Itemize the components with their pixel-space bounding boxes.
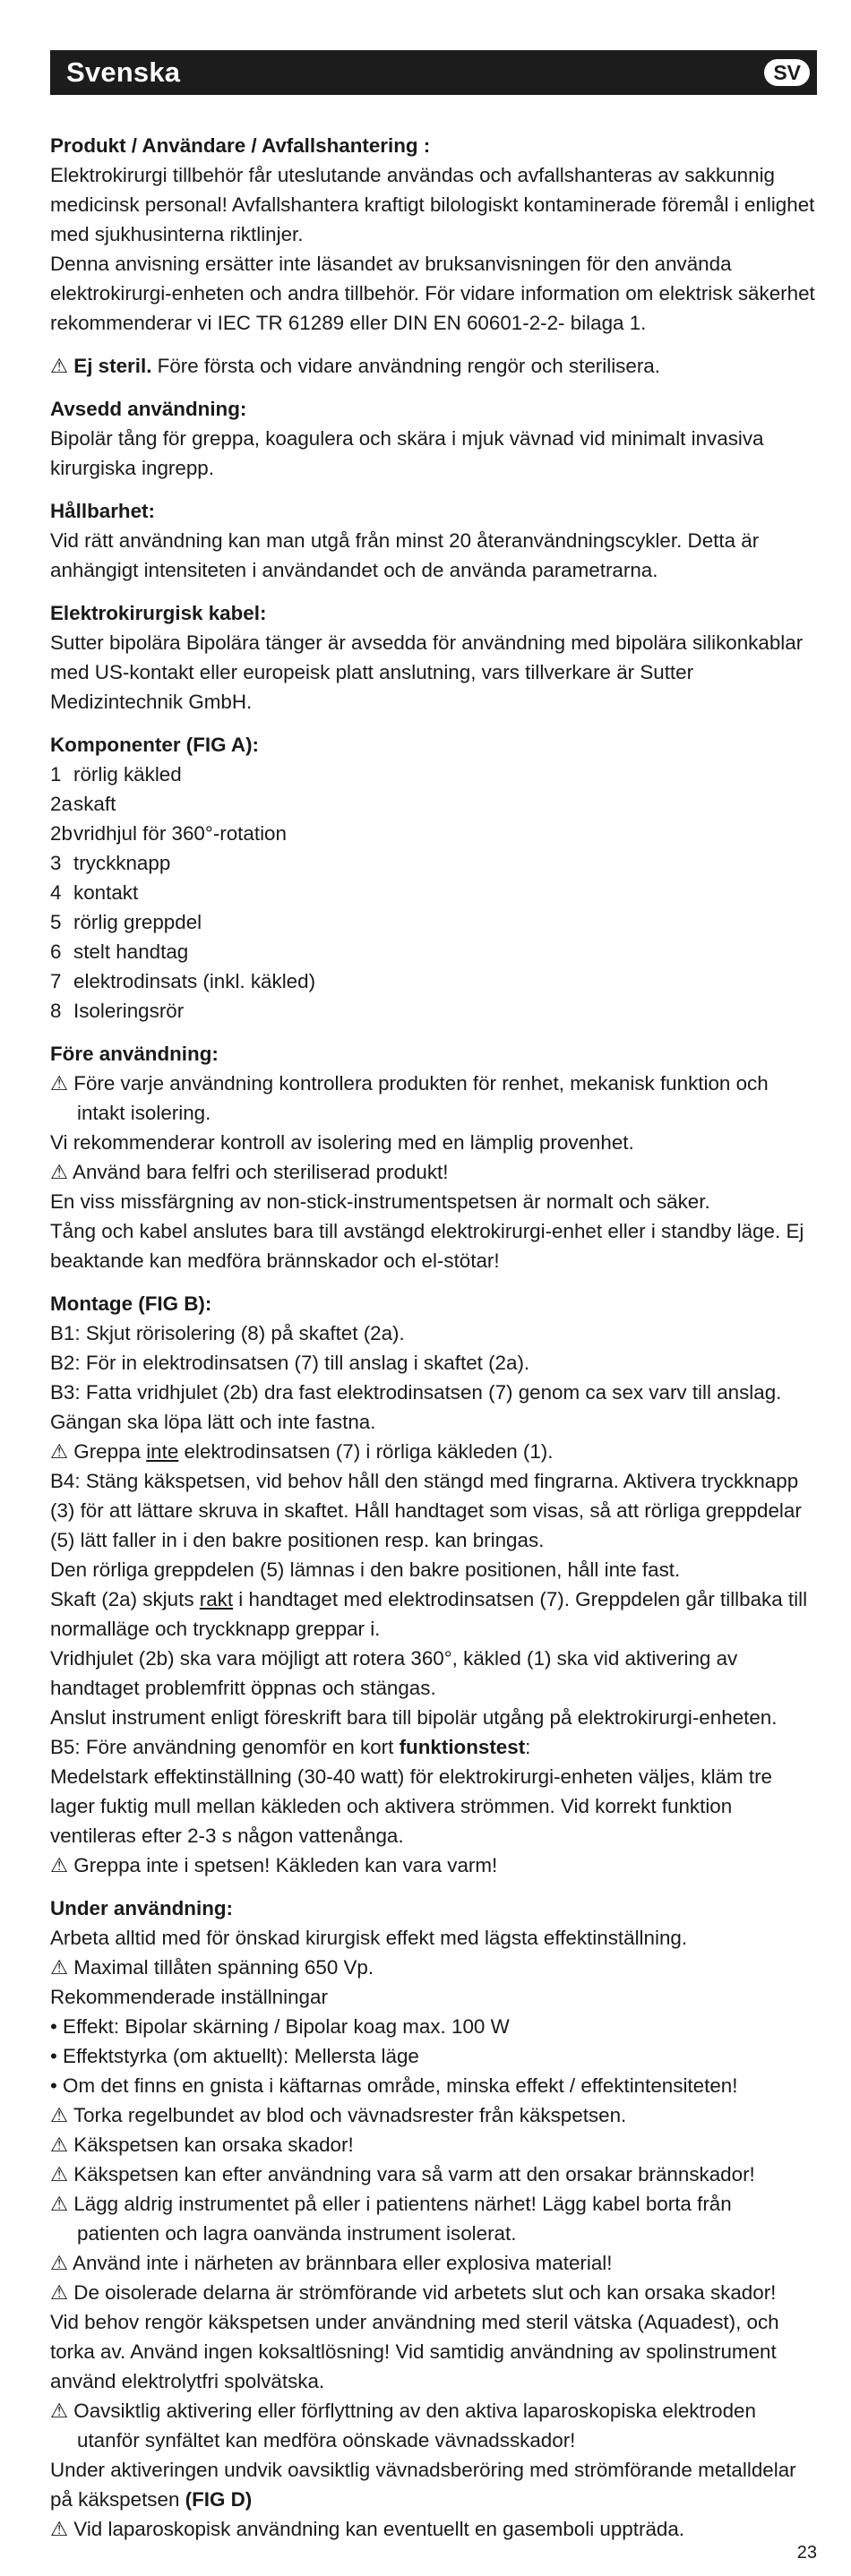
language-title: Svenska	[66, 56, 181, 88]
warning-line: ⚠ Greppa inte elektrodinsatsen (7) i rörliga käkleden (1).	[50, 1440, 554, 1463]
text-line: Arbeta alltid med för önskad kirurgisk effekt med lägsta effektinställning.	[50, 1927, 688, 1949]
text-line: Tång och kabel anslutes bara till avstängd elektrokirurgi-enhet eller i standby läge. Ej beaktande kan medföra brännskador och el-stötar!	[50, 1220, 804, 1272]
text-line: Vridhjulet (2b) ska vara möjligt att rotera 360°, käkled (1) ska vid aktivering av handtaget problemfritt öppnas och stängas.	[50, 1647, 738, 1699]
heading-kabel: Elektrokirurgisk kabel:	[50, 602, 267, 624]
text-line: Vid behov rengör käkspetsen under användning med steril vätska (Aquadest), och torka av. Använd ingen koksaltlösning! Vid samtidig användning av spolinstrument använd elektrolytfri spolvätska.	[50, 2311, 779, 2392]
list-item: 1 rörlig käkled	[50, 763, 182, 786]
paragraph: Sutter bipolära Bipolära tänger är avsedda för användning med bipolära silikonkablar med US-kontakt eller europeisk platt anslutning, vars tillverkare är Sutter Medizintechnik GmbH.	[50, 631, 804, 713]
bullet-item: • Effektstyrka (om aktuellt): Mellersta läge	[50, 2045, 419, 2067]
warning-line: ⚠ Käkspetsen kan orsaka skador!	[50, 2134, 354, 2156]
warning-line: ⚠ Oavsiktlig aktivering eller förflyttning av den aktiva laparoskopiska elektroden utanför synfältet kan medföra oönskade vävnadsskador!	[50, 2400, 756, 2451]
text-line: Under aktiveringen undvik oavsiktlig vävnadsberöring med strömförande metalldelar på käkspetsen (FIG D)	[50, 2459, 796, 2511]
heading-under: Under användning:	[50, 1897, 234, 1919]
list-item: 5 rörlig greppdel	[50, 911, 202, 933]
section-header	[50, 50, 817, 95]
text-line: Anslut instrument enligt föreskrift bara till bipolär utgång på elektrokirurgi-enheten.	[50, 1706, 778, 1729]
bullet-item: • Om det finns en gnista i käftarnas område, minska effekt / effektintensiteten!	[50, 2074, 738, 2097]
paragraph: Elektrokirurgi tillbehör får uteslutande användas och avfallshanteras av sakkunnig medicinsk personal! Avfallshantera kraftigt bilologiskt kontaminerade föremål i enlighet med sjukhusinterna riktlinjer.	[50, 164, 815, 245]
list-item: 8 Isoleringsrör	[50, 1000, 185, 1022]
heading-hallbarhet: Hållbarhet:	[50, 500, 155, 522]
warning-line: ⚠ Torka regelbundet av blod och vävnadsrester från käkspetsen.	[50, 2104, 627, 2126]
step-b5: B5: Före användning genomför en kort funktionstest:	[50, 1736, 531, 1758]
warning-line: ⚠ Lägg aldrig instrumentet på eller i patientens närhet! Lägg kabel borta från patienten och lagra oanvända instrument isolerat.	[50, 2193, 732, 2245]
page-number: 23	[796, 2543, 817, 2563]
warning-sterile: ⚠ Ej steril. Före första och vidare användning rengör och sterilisera.	[50, 355, 660, 377]
step-b4: B4: Stäng käkspetsen, vid behov håll den stängd med fingrarna. Aktivera tryckknapp (3) för att lättare skruva in skaftet. Håll handtaget som visas, så att rörliga greppdelar (5) lätt faller in i den bakre positionen resp. kan bringas.	[50, 1470, 802, 1551]
bullet-item: • Effekt: Bipolar skärning / Bipolar koag max. 100 W	[50, 2015, 510, 2038]
list-item: 7 elektrodinsats (inkl. käkled)	[50, 970, 316, 992]
warning-line: ⚠ Käkspetsen kan efter användning vara så varm att den orsakar brännskador!	[50, 2163, 755, 2185]
heading-produkt: Produkt / Användare / Avfallshantering :	[50, 134, 431, 157]
text-line: Den rörliga greppdelen (5) lämnas i den bakre positionen, håll inte fast.	[50, 1558, 681, 1581]
paragraph: Denna anvisning ersätter inte läsandet av bruksanvisningen för den använda elektrokirurgi-enheten och andra tillbehör. För vidare information om elektrisk säkerhet rekommenderar vi IEC TR 61289 eller DIN EN 60601-2-2- bilaga 1.	[50, 253, 815, 334]
warning-line: ⚠ Maximal tillåten spänning 650 Vp.	[50, 1956, 374, 1979]
component-list	[50, 760, 817, 1026]
heading-avsedd: Avsedd användning:	[50, 398, 247, 420]
warning-line: ⚠ Använd bara felfri och steriliserad produkt!	[50, 1161, 449, 1183]
paragraph: Vid rätt användning kan man utgå från minst 20 återanvändningscykler. Detta är anhängigt intensiteten i användandet och de använda parametrarna.	[50, 529, 760, 581]
list-item: 6 stelt handtag	[50, 940, 189, 963]
text-line: Rekommenderade inställningar	[50, 1986, 328, 2008]
text-line: Medelstark effektinställning (30-40 watt) för elektrokirurgi-enheten väljes, kläm tre lager fuktig mull mellan käkleden och aktivera strömmen. Vid korrekt funktion ventileras efter 2-3 s någon vattenånga.	[50, 1765, 773, 1847]
text-line: Skaft (2a) skjuts rakt i handtaget med elektrodinsatsen (7). Greppdelen går tillbaka till normalläge och tryckknapp greppar i.	[50, 1588, 808, 1640]
list-item: 2bvridhjul för 360°-rotation	[50, 822, 287, 845]
text-line: Vi rekommenderar kontroll av isolering med en lämplig provenhet.	[50, 1131, 634, 1154]
paragraph: Bipolär tång för greppa, koagulera och skära i mjuk vävnad vid minimalt invasiva kirurgiska ingrepp.	[50, 427, 764, 479]
heading-komponenter: Komponenter (FIG A):	[50, 734, 260, 756]
list-item: 4 kontakt	[50, 881, 139, 904]
step-b2: B2: För in elektrodinsatsen (7) till anslag i skaftet (2a).	[50, 1352, 530, 1374]
warning-line: ⚠ Använd inte i närheten av brännbara eller explosiva material!	[50, 2252, 613, 2274]
list-item: 3 tryckknapp	[50, 852, 171, 874]
list-item: 2askaft	[50, 793, 116, 815]
document-body	[50, 131, 817, 2544]
text-line: En viss missfärgning av non-stick-instrumentspetsen är normalt och säker.	[50, 1190, 710, 1213]
warning-line: ⚠ Före varje användning kontrollera produkten för renhet, mekanisk funktion och intakt isolering.	[50, 1072, 769, 1124]
step-b3: B3: Fatta vridhjulet (2b) dra fast elektrodinsatsen (7) genom ca sex varv till anslag. Gängan ska löpa lätt och inte fastna.	[50, 1381, 782, 1433]
warning-line: ⚠ Greppa inte i spetsen! Käkleden kan vara varm!	[50, 1854, 498, 1876]
warning-line: ⚠ De oisolerade delarna är strömförande vid arbetets slut och kan orsaka skador!	[50, 2281, 777, 2304]
heading-montage: Montage (FIG B):	[50, 1292, 212, 1315]
warning-text: Före första och vidare användning rengör och sterilisera.	[151, 355, 660, 377]
heading-fore: Före användning:	[50, 1043, 219, 1065]
warning-line: ⚠ Vid laparoskopisk användning kan eventuellt en gasemboli uppträda.	[50, 2518, 685, 2540]
language-badge: SV	[764, 59, 810, 86]
step-b1: B1: Skjut rörisolering (8) på skaftet (2a).	[50, 1322, 405, 1344]
warning-strong: Ej steril.	[73, 355, 152, 377]
